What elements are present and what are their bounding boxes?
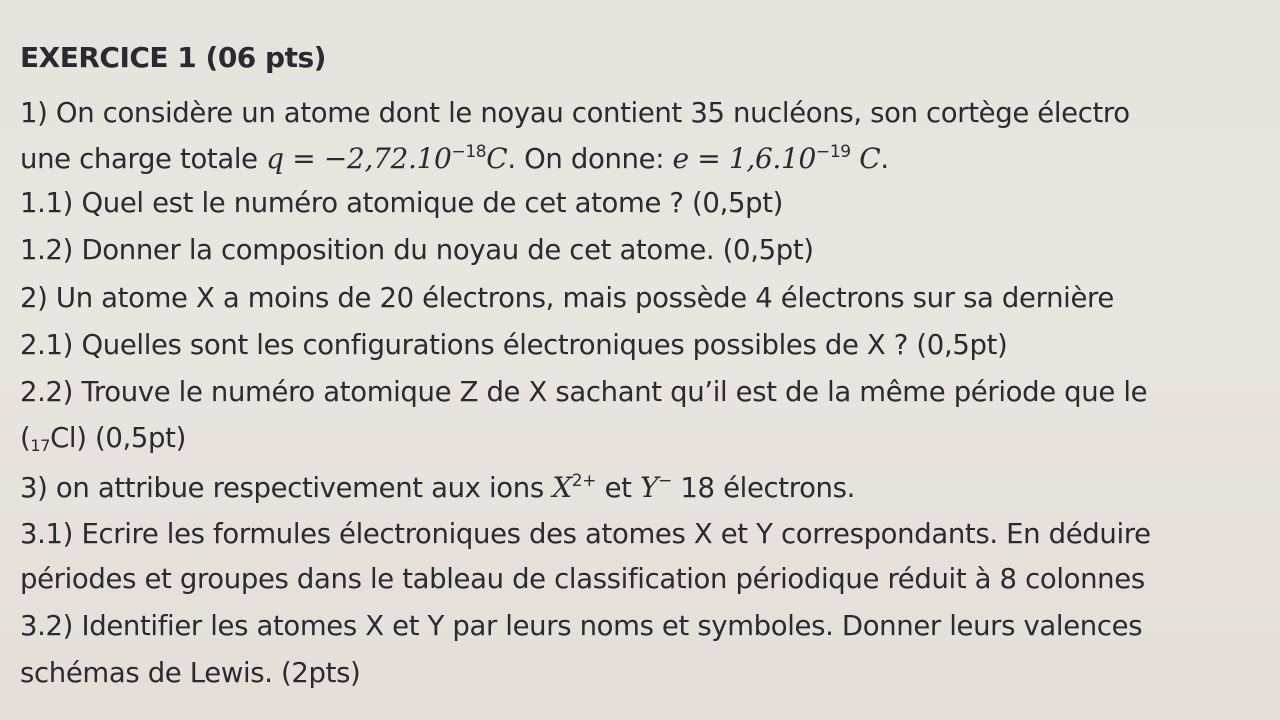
elementary-charge-formula	[673, 142, 881, 175]
ion-y-symbol: Y	[639, 471, 659, 504]
question-1-charge-line	[20, 144, 889, 174]
question-3-2-continuation: schémas de Lewis. (2pts)	[20, 657, 361, 689]
chlorine-rest: Cl) (0,5pt)	[50, 422, 186, 454]
ion-x-charge: 2+	[571, 471, 597, 491]
ion-x	[552, 471, 596, 504]
charge-formula	[266, 142, 507, 175]
charge-e-unit: C	[850, 142, 881, 175]
ions-end: 18 électrons.	[672, 472, 855, 504]
question-3-1-continuation: périodes et groupes dans le tableau de classification périodique réduit à 8 colonnes	[20, 563, 1145, 595]
question-1-2: 1.2) Donner la composition du noyau de cet atome. (0,5pt)	[20, 234, 814, 266]
ion-x-symbol: X	[552, 471, 572, 504]
charge-e-exponent: −19	[815, 142, 851, 162]
chlorine-atomic-number: 17	[30, 436, 51, 455]
ions-mid: et	[596, 472, 640, 504]
question-3-intro	[20, 473, 855, 503]
question-3-2: 3.2) Identifier les atomes X et Y par leurs noms et symboles. Donner leurs valences	[20, 610, 1143, 642]
question-1-1: 1.1) Quel est le numéro atomique de cet atome ? (0,5pt)	[20, 187, 784, 219]
charge-q-unit: C	[486, 142, 508, 175]
exercise-title: EXERCICE 1 (06 pts)	[20, 41, 326, 74]
question-2-2: 2.2) Trouve le numéro atomique Z de X sachant qu’il est de la même période que le	[20, 376, 1148, 408]
charge-prefix: une charge totale	[20, 143, 267, 175]
ion-y-charge: −	[658, 471, 673, 491]
question-3-1: 3.1) Ecrire les formules électroniques des atomes X et Y correspondants. En déduire	[20, 518, 1151, 550]
question-2-intro: 2) Un atome X a moins de 20 électrons, mais possède 4 électrons sur sa dernière	[20, 282, 1114, 314]
question-1-intro: 1) On considère un atome dont le noyau contient 35 nucléons, son cortège électro	[20, 97, 1130, 129]
charge-end: .	[880, 143, 889, 175]
question-2-2-continuation	[20, 422, 186, 455]
charge-e-base: e = 1,6.10	[672, 142, 816, 175]
charge-q-base: q = −2,72.10	[266, 142, 452, 175]
ion-y	[640, 471, 672, 504]
chlorine-open-paren: (	[20, 422, 31, 454]
charge-q-exponent: −18	[451, 142, 487, 162]
ions-prefix: 3) on attribue respectivement aux ions	[20, 472, 553, 504]
charge-mid: . On donne:	[507, 143, 673, 175]
question-2-1: 2.1) Quelles sont les configurations électroniques possibles de X ? (0,5pt)	[20, 329, 1008, 361]
